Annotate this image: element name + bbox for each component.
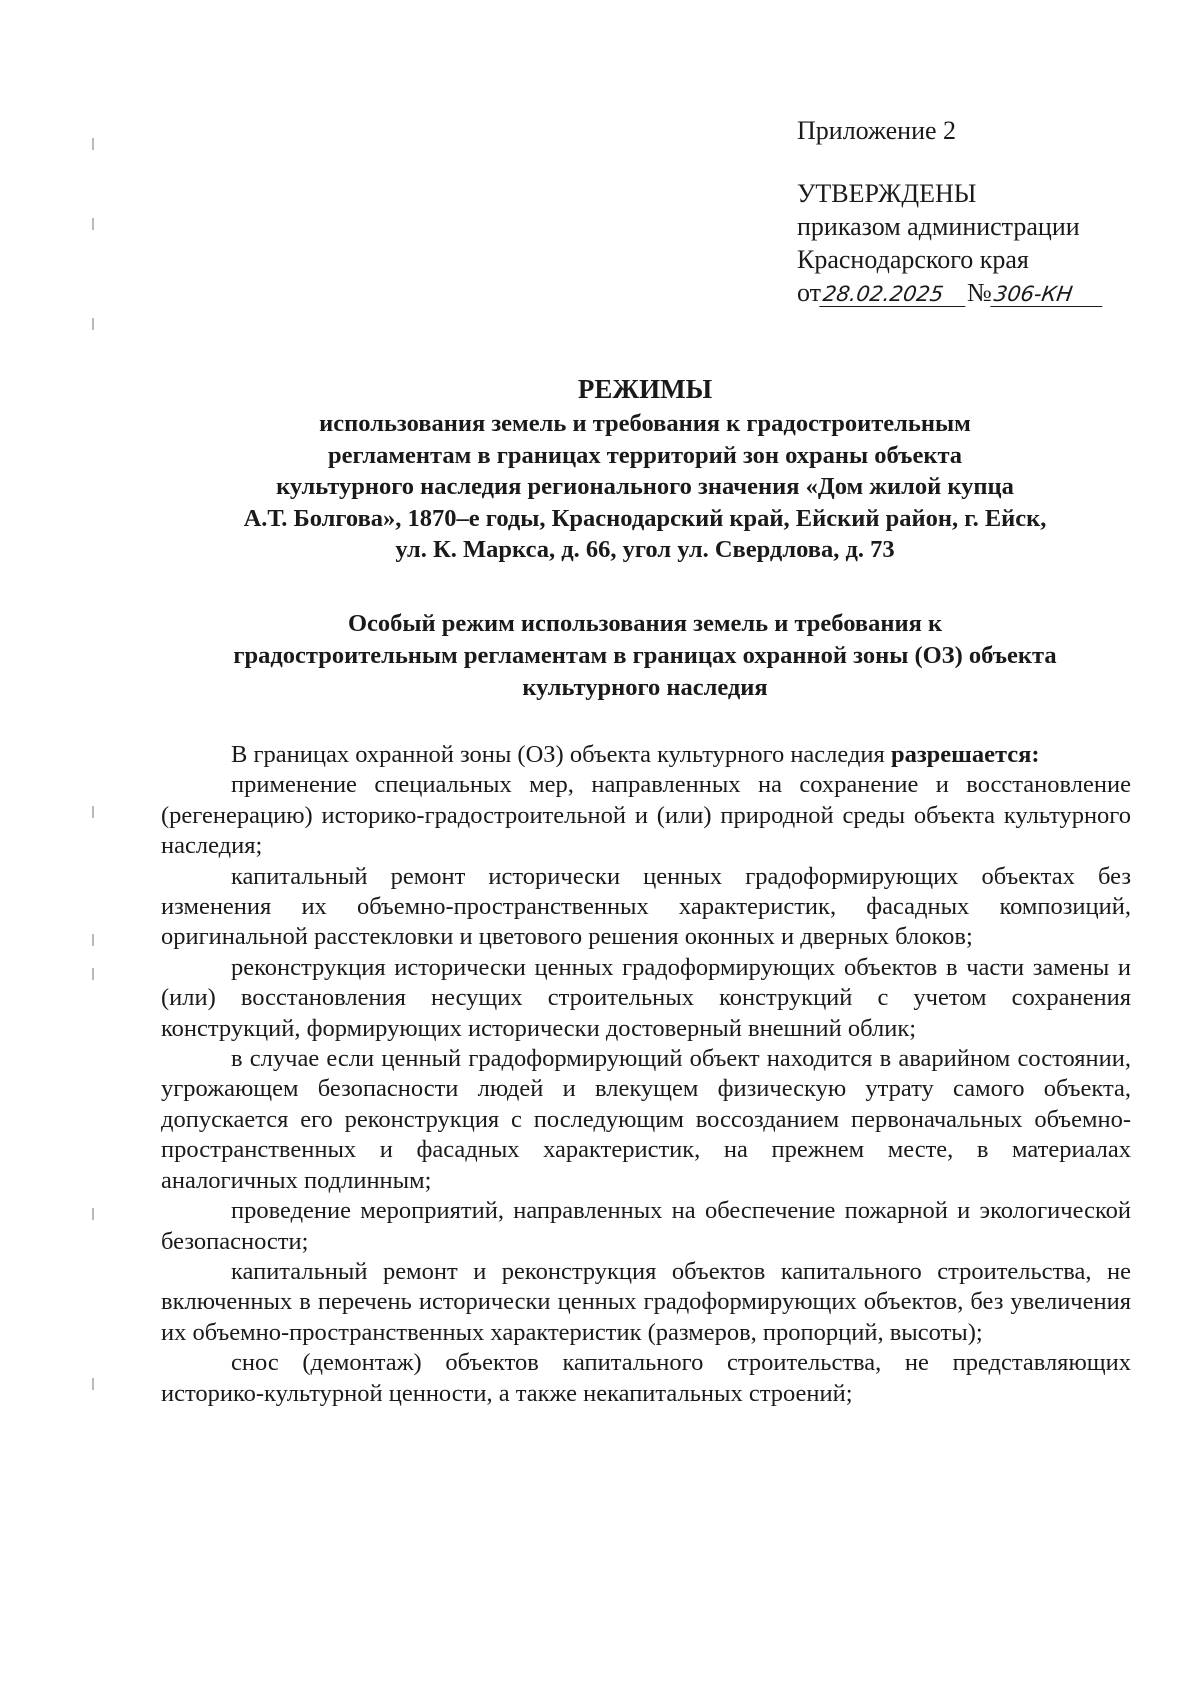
handwritten-date: 28.02.2025 — [819, 282, 969, 307]
body-paragraph: применение специальных мер, направленных на сохранение и восстановление (регенерацию) историко-градостроительной и (или) природной среды объекта культурного наследия; — [161, 771, 1131, 860]
body-paragraph: реконструкция исторически ценных градоформирующих объектов в части замены и (или) восстановления несущих строительных конструкций с учетом сохранения конструкций, формирующих исторически достоверный внешний облик; — [161, 953, 1131, 1042]
scan-margin-mark — [92, 218, 94, 230]
body-text — [161, 740, 1131, 1409]
document-title — [160, 372, 1130, 566]
scan-margin-mark — [92, 806, 94, 818]
order-line-2: Краснодарского края — [797, 245, 1029, 274]
title-line: А.Т. Болгова», 1870–е годы, Краснодарский край, Ейский район, г. Ейск, — [243, 504, 1047, 532]
intro-paragraph — [161, 740, 1131, 770]
section-heading-line: культурного наследия — [522, 674, 768, 701]
scan-margin-mark — [92, 934, 94, 946]
intro-text: В границах охранной зоны (ОЗ) объекта культурного наследия — [231, 741, 891, 768]
body-paragraph: капитальный ремонт исторически ценных градоформирующих объектах без изменения их объемно-пространственных характеристик, фасадных композиций, оригинальной расстекловки и цветового решения оконных и дверных блоков; — [161, 862, 1131, 951]
scan-margin-mark — [92, 968, 94, 980]
approved-label: УТВЕРЖДЕНЫ — [797, 179, 977, 208]
date-prefix: от — [797, 278, 822, 307]
scan-margin-mark — [92, 318, 94, 330]
scan-margin-mark — [92, 138, 94, 150]
approval-stamp-block — [797, 114, 1177, 309]
title-line: культурного наследия регионального значения «Дом жилой купца — [276, 473, 1014, 500]
order-date-number — [797, 276, 1177, 309]
section-heading-line: Особый режим использования земель и требования к — [347, 610, 943, 637]
title-line: регламентам в границах территорий зон охраны объекта — [327, 441, 963, 469]
section-heading — [160, 608, 1130, 704]
title-line: использования земель и требования к градостроительным — [319, 410, 971, 437]
handwritten-number: 306-КН — [990, 282, 1106, 307]
scan-margin-mark — [92, 1208, 94, 1220]
body-paragraph: в случае если ценный градоформирующий объект находится в аварийном состоянии, угрожающем безопасности людей и влекущем физическую утрату самого объекта, допускается его реконструкция с последующим воссозданием первоначальных объемно-пространственных и фасадных характеристик, на прежнем месте, в материалах аналогичных подлинным; — [161, 1045, 1131, 1194]
body-paragraph: снос (демонтаж) объектов капитального строительства, не представляющих историко-культурной ценности, а также некапитальных строений; — [161, 1349, 1131, 1407]
body-paragraph: капитальный ремонт и реконструкция объектов капитального строительства, не включенных в перечень исторически ценных градоформирующих объектов, без увеличения их объемно-пространственных характеристик (размеров, пропорций, высоты); — [161, 1257, 1131, 1346]
body-paragraph: проведение мероприятий, направленных на обеспечение пожарной и экологической безопасности; — [161, 1197, 1131, 1255]
title-line: ул. К. Маркса, д. 66, угол ул. Свердлова, д. 73 — [395, 536, 895, 563]
section-heading-line: градостроительным регламентам в границах охранной зоны (ОЗ) объекта — [233, 642, 1057, 669]
intro-bold: разрешается: — [890, 741, 1040, 768]
order-line-1: приказом администрации — [797, 212, 1080, 241]
scan-margin-mark — [92, 1378, 94, 1390]
title-main: РЕЖИМЫ — [577, 374, 713, 404]
number-sign: № — [967, 278, 992, 307]
appendix-label: Приложение 2 — [797, 116, 957, 145]
